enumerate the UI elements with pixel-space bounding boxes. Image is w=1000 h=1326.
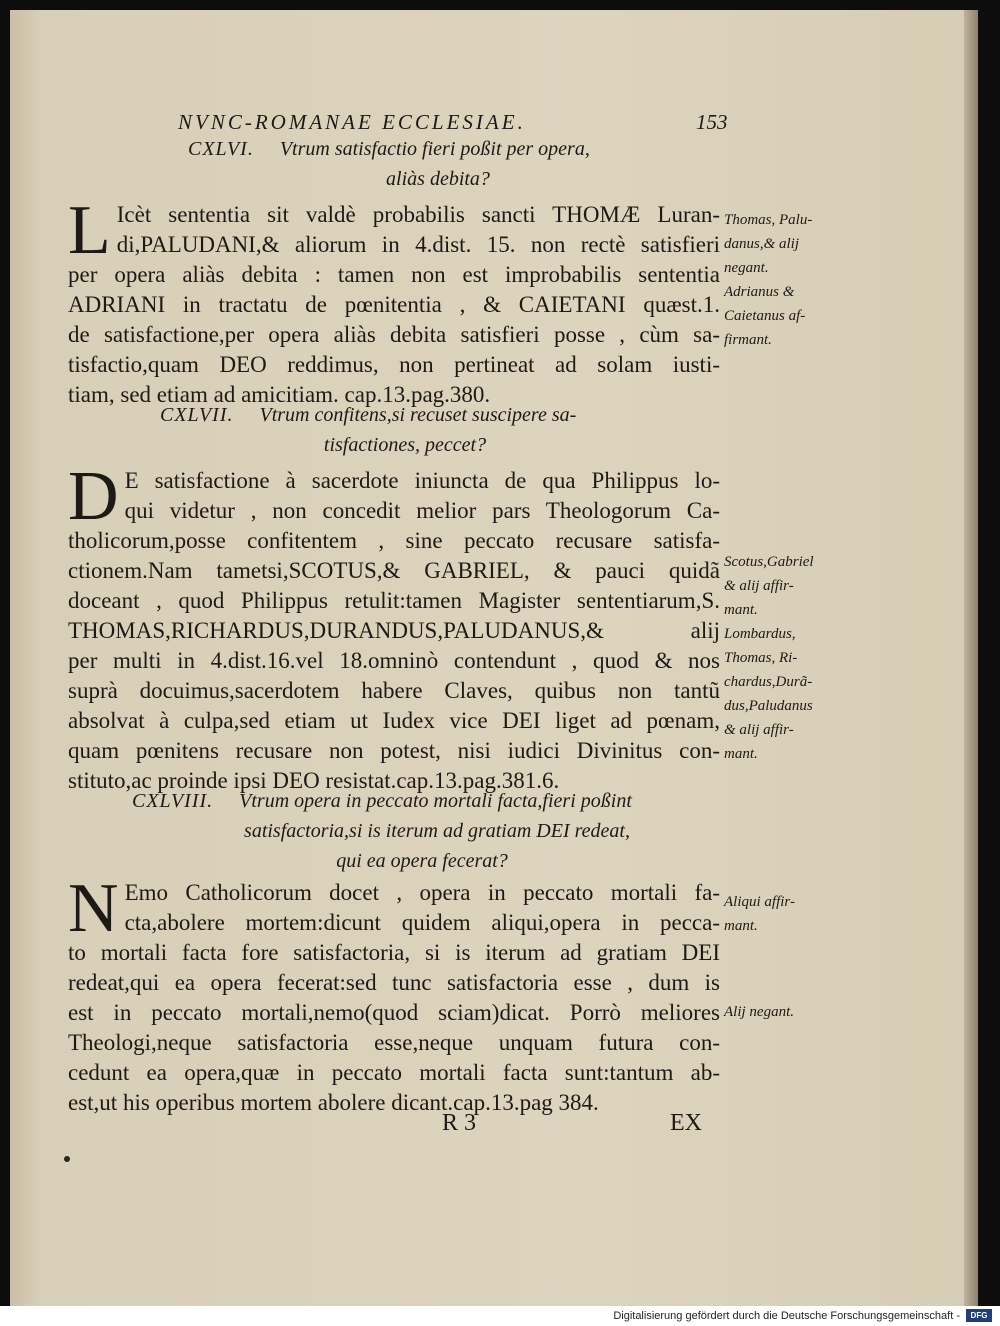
signature-mark: R 3 [442, 1110, 477, 1136]
marginal-line: Adrianus & [724, 284, 795, 300]
catchword: EX [670, 1110, 702, 1136]
text-line: cedunt ea opera,quæ in peccato mortali facta sunt:tantum ab- [68, 1060, 720, 1085]
ink-dot [64, 1156, 70, 1162]
marginal-line: Scotus,Gabriel [724, 554, 814, 570]
question-heading-148 [132, 786, 672, 876]
text-line: E satisfactione à sacerdote iniuncta de qua Philippus lo- [124, 468, 720, 493]
text-line: ctionem.Nam tametsi,SCOTUS,& GABRIEL, & pauci quidã [68, 558, 720, 583]
marginal-line: mant. [724, 918, 758, 934]
drop-cap: N [68, 870, 119, 947]
book-page [10, 10, 978, 1306]
text-line: tisfactio,quam DEO reddimus, non pertineat ad solam iusti- [68, 352, 720, 377]
marginal-line: mant. [724, 746, 758, 762]
text-line: Icèt sententia sit valdè probabilis sancti THOMÆ Luran- [116, 202, 720, 227]
text-line: quam pœnitens recusare non potest, nisi iudici Divinitus con- [68, 738, 720, 763]
marginal-note-148b [724, 1000, 854, 1024]
marginal-line: Thomas, Ri- [724, 650, 798, 666]
paragraph-147 [68, 458, 720, 796]
marginal-line: Alij negant. [724, 1004, 794, 1020]
text-line: suprà docuimus,sacerdotem habere Claves, quibus non tantũ [68, 678, 720, 703]
marginal-line: danus,& alij [724, 236, 800, 252]
running-head: NVNC-ROMANAE ECCLESIAE. [178, 110, 526, 134]
text-line: stituto,ac proinde ipsi DEO resistat.cap.13.pag.381.6. [68, 768, 560, 793]
page-number: 153 [696, 110, 728, 134]
dfg-logo-icon: DFG [966, 1309, 992, 1322]
marginal-note-148a [724, 890, 854, 938]
text-line: de satisfactione,per opera aliàs debita satisfieri posse , cùm sa- [68, 322, 720, 347]
text-line: cta,abolere mortem:dicunt quidem aliqui,opera in pecca- [124, 910, 720, 935]
marginal-line: Caietanus af- [724, 308, 806, 324]
marginal-line: Aliqui affir- [724, 894, 795, 910]
question-line: qui ea opera fecerat? [336, 850, 508, 872]
question-heading-147 [160, 400, 630, 460]
marginal-note-146 [724, 208, 854, 352]
marginal-line: negant. [724, 260, 769, 276]
marginal-line: mant. [724, 602, 758, 618]
marginal-line: Lombardus, [724, 626, 796, 642]
question-line: Vtrum opera in peccato mortali facta,fieri poßint [239, 790, 632, 812]
text-line: absolvat à culpa,sed etiam ut Iudex vice DEI liget ad pœnam, [68, 708, 720, 733]
marginal-line: Thomas, Palu- [724, 212, 813, 228]
marginal-line: dus,Paludanus [724, 698, 813, 714]
text-line: tiam, sed etiam ad amicitiam. cap.13.pag.380. [68, 382, 491, 407]
page-edge [964, 10, 978, 1306]
text-line: THOMAS,RICHARDUS,DURANDUS,PALUDANUS,& alij [68, 618, 720, 643]
question-line: tisfactiones, peccet? [323, 434, 487, 456]
text-line: per opera aliàs debita : tamen non est improbabilis sententia [68, 262, 720, 287]
drop-cap: L [68, 192, 111, 269]
question-line: aliàs debita? [386, 168, 490, 190]
text-line: Emo Catholicorum docet , opera in peccato mortali fa- [124, 880, 720, 905]
text-line: di,PALUDANI,& aliorum in 4.dist. 15. non rectè satisfieri [116, 232, 720, 257]
marginal-line: chardus,Durã- [724, 674, 813, 690]
paragraph-148 [68, 870, 720, 1118]
question-number: CXLVIII. [132, 790, 214, 812]
drop-cap: D [68, 458, 119, 535]
marginal-line: & alij affir- [724, 722, 794, 738]
question-line: Vtrum confitens,si recuset suscipere sa- [259, 404, 577, 426]
marginal-line: & alij affir- [724, 578, 794, 594]
text-line: redeat,qui ea opera fecerat:sed tunc satisfactoria esse , dum is [68, 970, 720, 995]
text-line: per multi in 4.dist.16.vel 18.omninò contendunt , quod & nos [68, 648, 720, 673]
question-heading-146 [188, 134, 648, 194]
text-line: to mortali facta fore satisfactoria, si is iterum ad gratiam DEI [68, 940, 720, 965]
text-line: doceant , quod Philippus retulit:tamen Magister sententiarum,S. [68, 588, 720, 613]
question-number: CXLVI. [188, 138, 254, 160]
question-number: CXLVII. [160, 404, 234, 426]
text-line: est,ut his operibus mortem abolere dicant.cap.13.pag 384. [68, 1090, 599, 1115]
paragraph-146 [68, 192, 720, 410]
text-line: qui videtur , non concedit melior pars Theologorum Ca- [124, 498, 720, 523]
text-line: ADRIANI in tractatu de pœnitentia , & CAIETANI quæst.1. [68, 292, 720, 317]
text-line: Theologi,neque satisfactoria esse,neque unquam futura con- [68, 1030, 720, 1055]
text-line: tholicorum,posse confitentem , sine peccato recusare satisfa- [68, 528, 720, 553]
funding-credit: Digitalisierung gefördert durch die Deutsche Forschungsgemeinschaft - [613, 1310, 960, 1322]
footer-bar [0, 1306, 1000, 1326]
question-line: satisfactoria,si is iterum ad gratiam DEI redeat, [244, 820, 630, 842]
question-line: Vtrum satisfactio fieri poßit per opera, [279, 138, 590, 160]
marginal-line: firmant. [724, 332, 772, 348]
marginal-note-147 [724, 550, 854, 766]
text-line: est in peccato mortali,nemo(quod sciam)dicat. Porrò meliores [68, 1000, 720, 1025]
